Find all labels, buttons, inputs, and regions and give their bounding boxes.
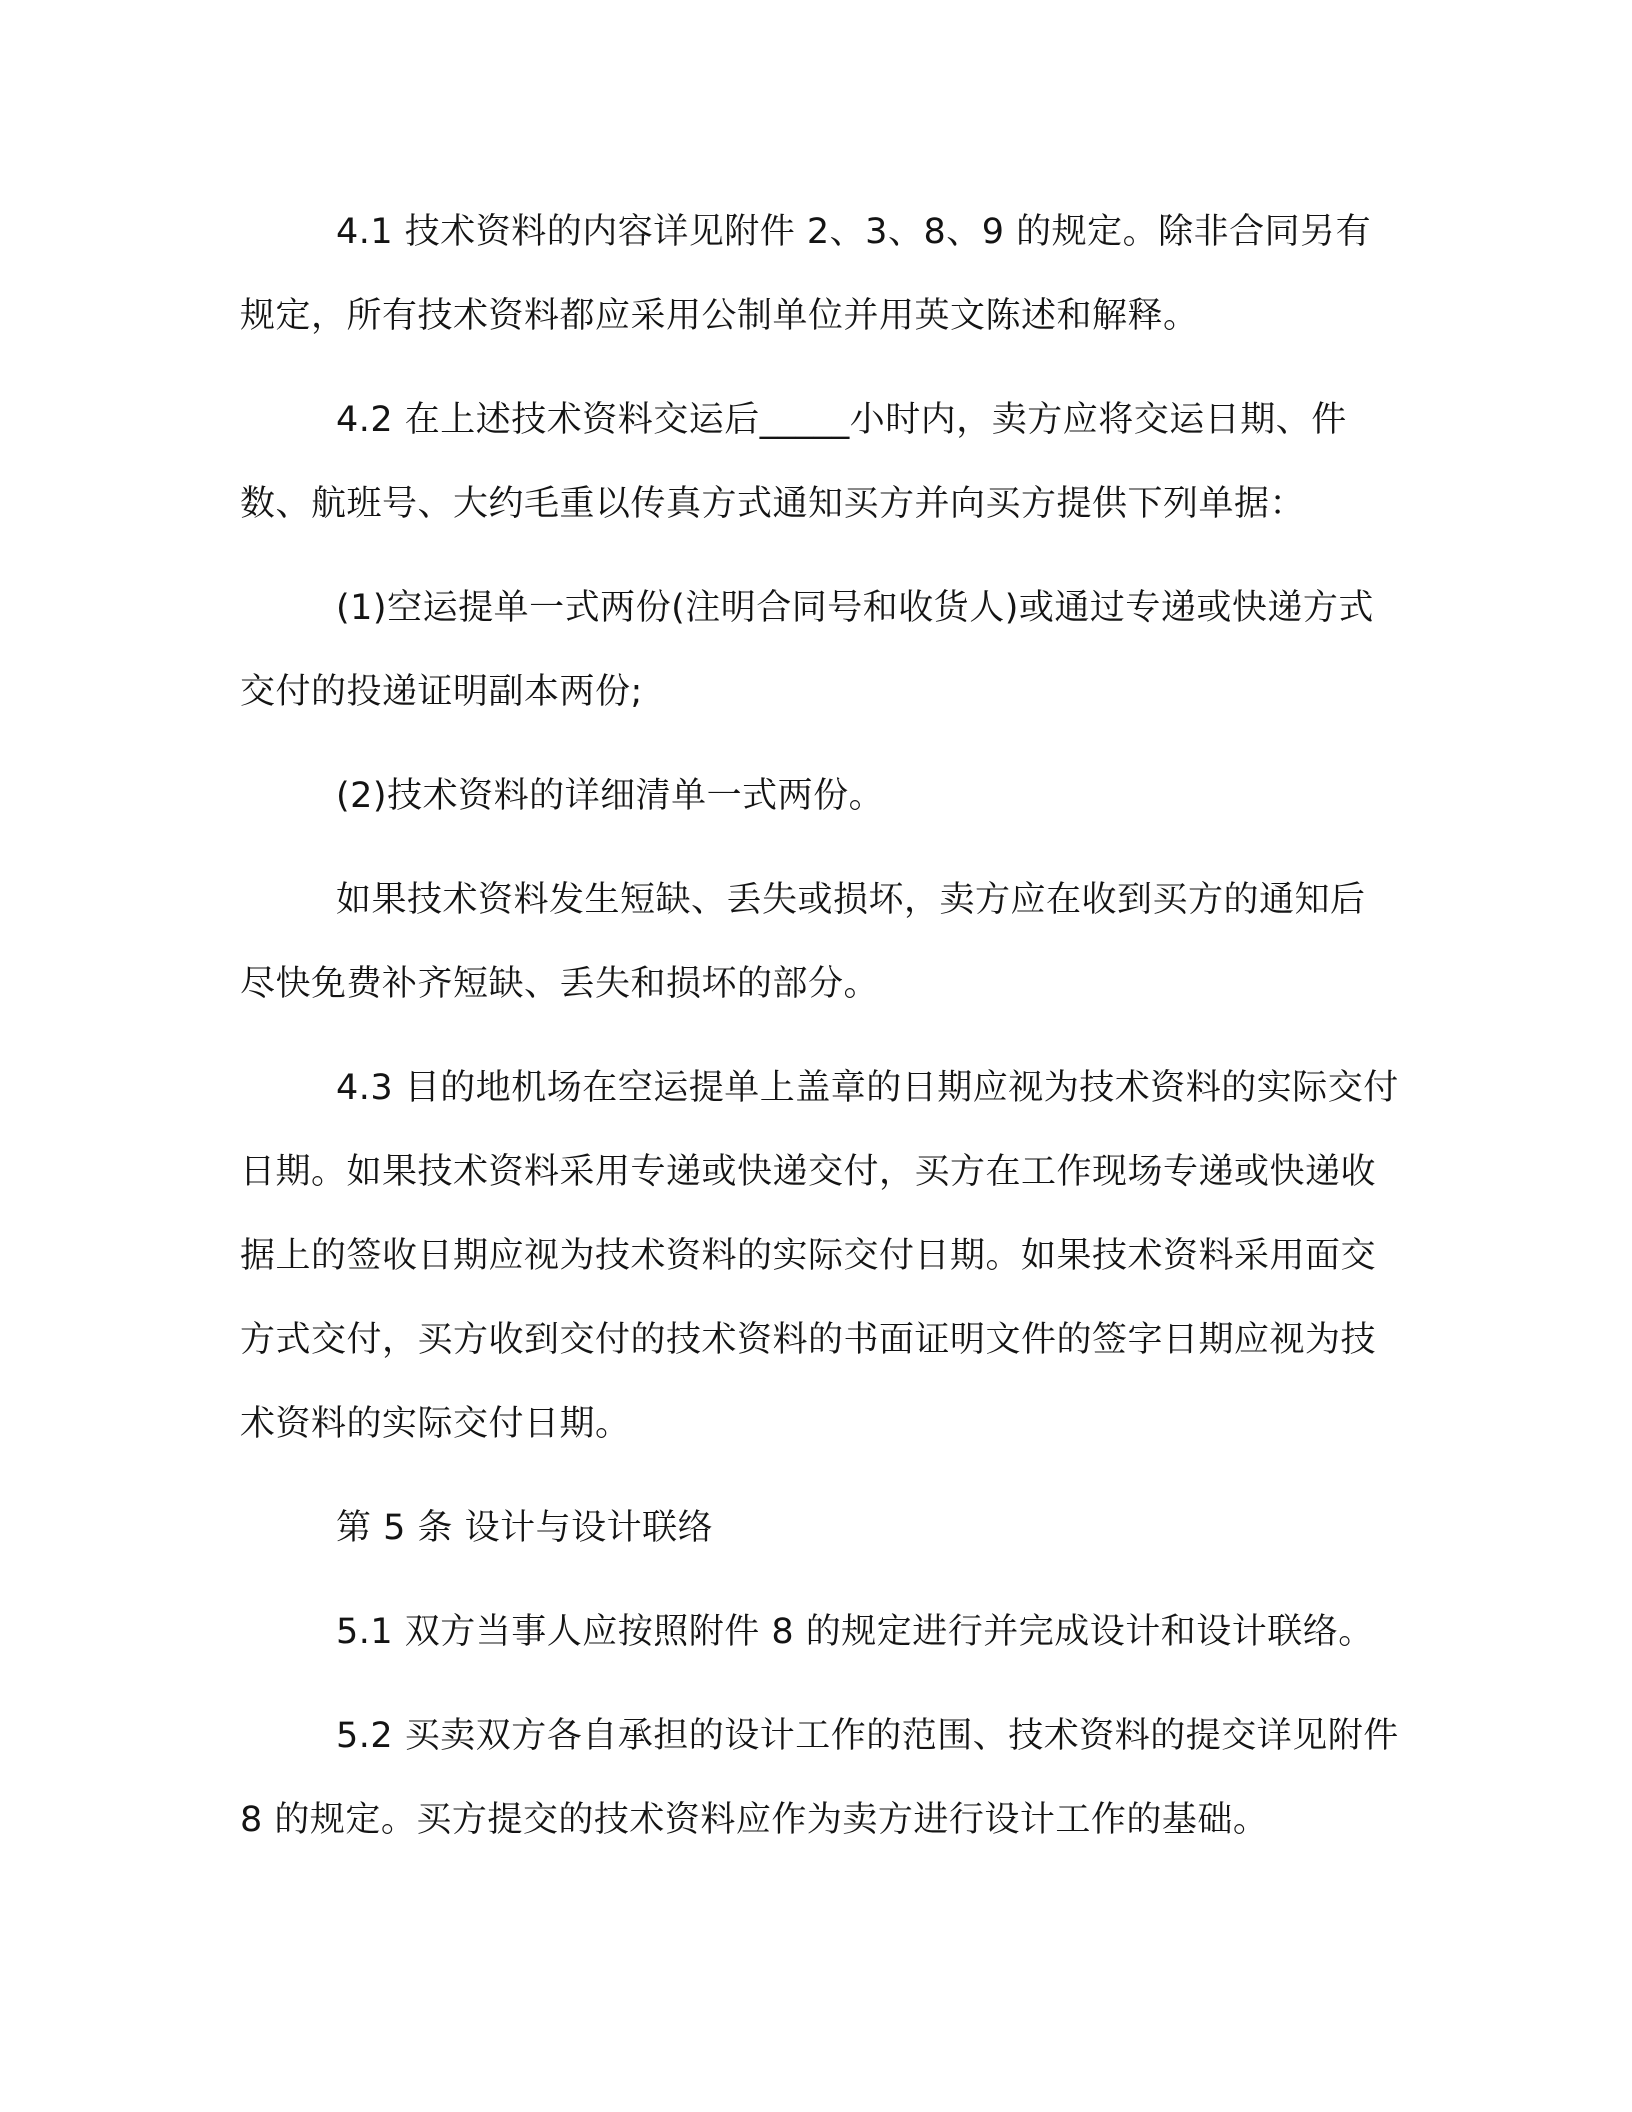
paragraph-4-1: 4.1 技术资料的内容详见附件 2、3、8、9 的规定。除非合同另有规定，所有技术资料都应采用公制单位并用英文陈述和解释。	[240, 212, 1372, 336]
section-heading-article-5: 第 5 条 设计与设计联络	[336, 1508, 714, 1548]
paragraph-4-3: 4.3 目的地机场在空运提单上盖章的日期应视为技术资料的实际交付日期。如果技术资料采用专递或快递交付，买方在工作现场专递或快递收据上的签收日期应视为技术资料的实际交付日期。如果技术资料采用面交方式交付，买方收到交付的技术资料的书面证明文件的签字日期应视为技术资料的实际交付日期。	[240, 1068, 1399, 1444]
paragraph-5-2: 5.2 买卖双方各自承担的设计工作的范围、技术资料的提交详见附件 8 的规定。买方提交的技术资料应作为卖方进行设计工作的基础。	[240, 1716, 1399, 1840]
paragraph-5-1: 5.1 双方当事人应按照附件 8 的规定进行并完成设计和设计联络。	[336, 1612, 1374, 1652]
paragraph-shortage: 如果技术资料发生短缺、丢失或损坏，卖方应在收到买方的通知后尽快免费补齐短缺、丢失和损坏的部分。	[240, 880, 1366, 1004]
paragraph-item-1: (1)空运提单一式两份(注明合同号和收货人)或通过专递或快递方式交付的投递证明副本两份;	[240, 588, 1374, 712]
paragraph-item-2: (2)技术资料的详细清单一式两份。	[336, 776, 885, 816]
paragraph-4-2: 4.2 在上述技术资料交运后_____小时内，卖方应将交运日期、件数、航班号、大约毛重以传真方式通知买方并向买方提供下列单据：	[240, 400, 1347, 524]
document-body	[240, 190, 1400, 1862]
